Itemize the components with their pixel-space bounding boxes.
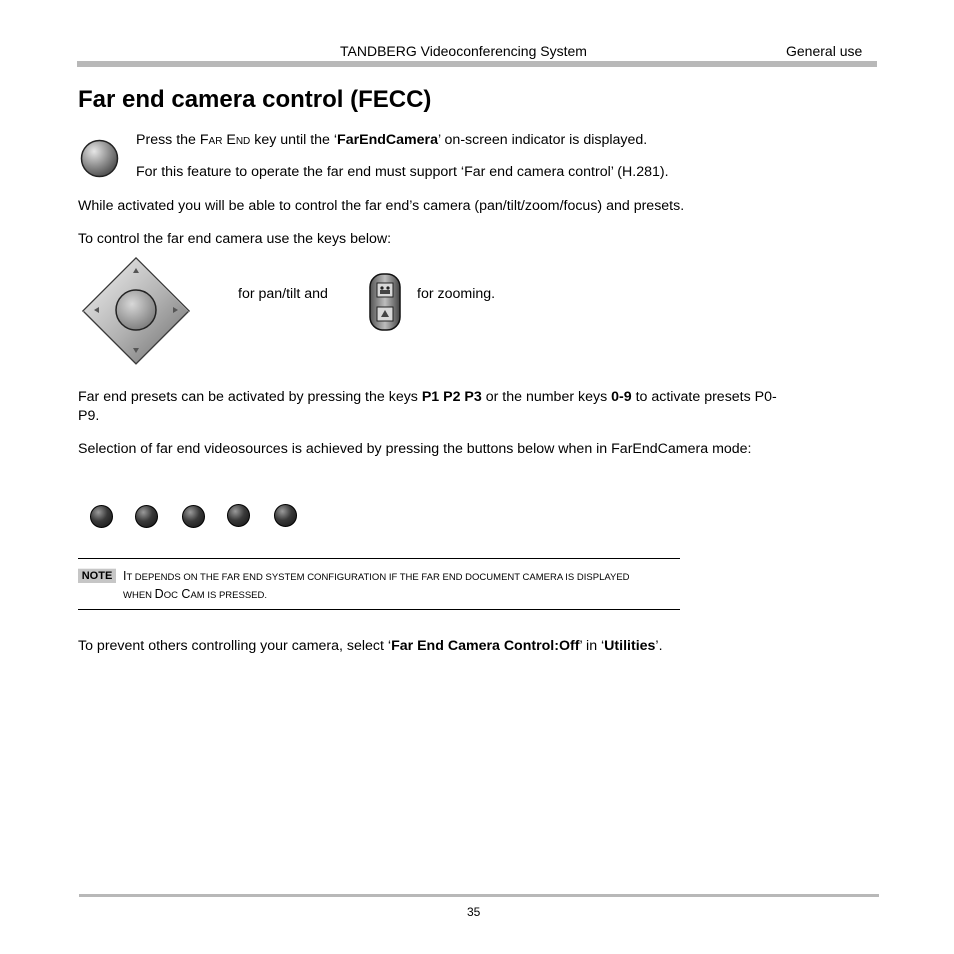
paragraph-activation: While activated you will be able to control the far end’s camera (pan/tilt/zoom/focus) and presets. <box>78 198 685 214</box>
page-number: 35 <box>467 905 481 919</box>
paragraph-control-keys: To control the far end camera use the keys below: <box>78 231 392 247</box>
header-title: TANDBERG Videoconferencing System <box>340 43 587 59</box>
header-section: General use <box>786 43 863 59</box>
note-top-rule <box>78 558 680 559</box>
far-end-key-icon <box>80 139 119 178</box>
page-title: Far end camera control (FECC) <box>78 86 432 113</box>
zoom-label: for zooming. <box>417 286 496 302</box>
footer-rule <box>79 894 879 897</box>
intro-line-2: For this feature to operate the far end must support ‘Far end camera control’ (H.281). <box>136 164 669 180</box>
paragraph-prevent-control: To prevent others controlling your camera, select ‘Far End Camera Control:Off’ in ‘Utilities’. <box>78 638 663 654</box>
note-badge: NOTE <box>78 568 116 583</box>
paragraph-presets: Far end presets can be activated by pressing the keys P1 P2 P3 or the number keys 0-9 to activate presets P0- P9. <box>78 389 777 424</box>
source-button-icon <box>227 504 250 527</box>
note-text: IT DEPENDS ON THE FAR END SYSTEM CONFIGURATION IF THE FAR END DOCUMENT CAMERA IS DISPLAYED WHEN DOC CAM IS PRESSED. <box>123 569 630 601</box>
directional-pad-icon <box>80 256 192 366</box>
source-button-icon <box>135 505 158 528</box>
source-button-icon <box>182 505 205 528</box>
intro-line-1: Press the Far End key until the ‘FarEndCamera’ on-screen indicator is displayed. <box>136 132 648 148</box>
note-bottom-rule <box>78 609 680 610</box>
header-rule <box>77 61 877 67</box>
far-end-key-name: Far End <box>199 132 251 148</box>
source-button-icon <box>274 504 297 527</box>
paragraph-videosources: Selection of far end videosources is achieved by pressing the buttons below when in FarEndCamera mode: <box>78 441 752 457</box>
source-button-icon <box>90 505 113 528</box>
zoom-rocker-icon <box>369 273 401 331</box>
pan-tilt-label: for pan/tilt and <box>238 286 328 302</box>
